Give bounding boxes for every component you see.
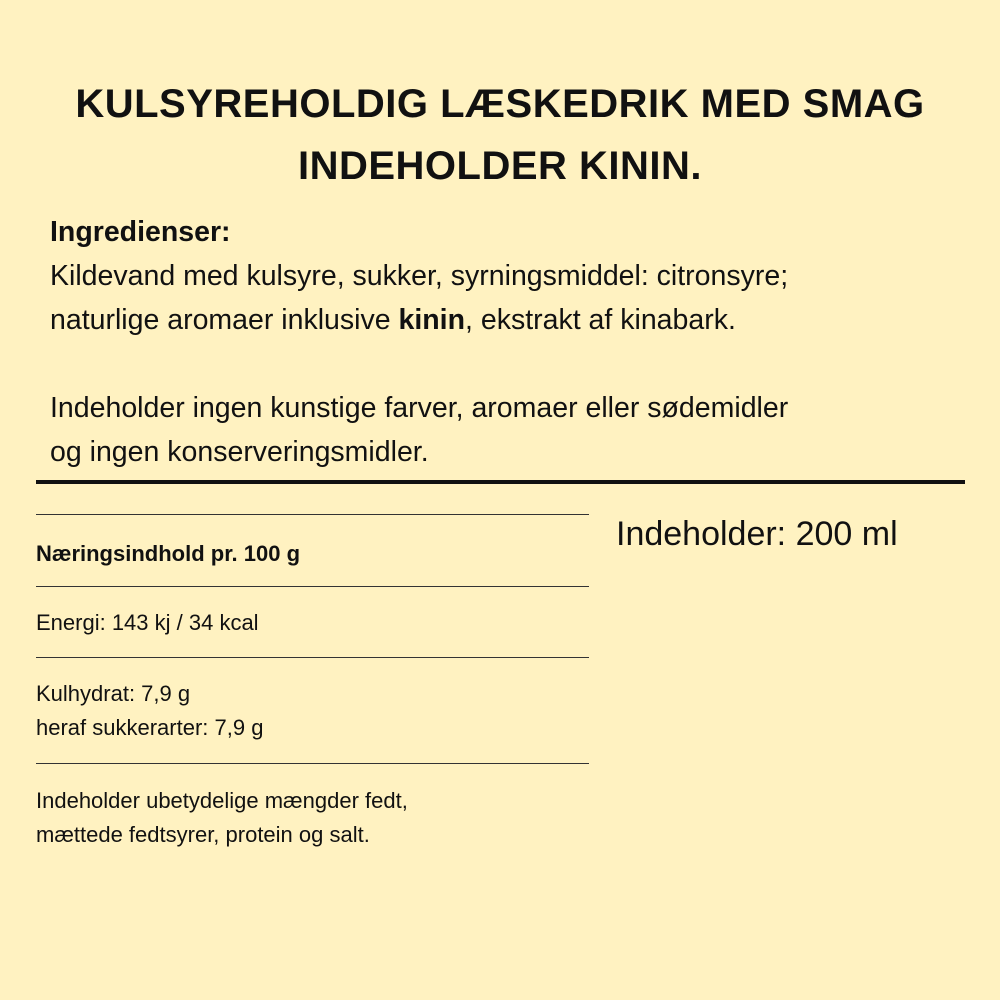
- nutrition-heading: Næringsindhold pr. 100 g: [36, 541, 301, 566]
- nutrition-note-line-1: Indeholder ubetydelige mængder fedt,: [36, 788, 408, 813]
- ingredients-note-line-1: Indeholder ingen kunstige farver, aromaer eller sødemidler: [50, 392, 789, 424]
- ingredients-line-2: [50, 298, 970, 342]
- ingredients-spacer: [50, 342, 970, 386]
- ingredients-highlight-kinin: kinin: [398, 304, 466, 336]
- nutrition-table: [36, 514, 589, 852]
- ingredients-section: [50, 210, 970, 474]
- ingredients-line-2-end: , ekstrakt af kinabark.: [465, 304, 736, 336]
- ingredients-line-2-start: naturlige aromaer inklusive: [50, 304, 399, 336]
- ingredients-note-line-2: og ingen konserveringsmidler.: [50, 436, 429, 468]
- nutrition-carbohydrate: Kulhydrat: 7,9 g: [36, 681, 191, 706]
- title-line-2: INDEHOLDER KININ.: [297, 144, 703, 188]
- nutrition-note-line-2: mættede fedtsyrer, protein og salt.: [36, 822, 370, 847]
- ingredients-heading: Ingredienser:: [50, 216, 231, 248]
- nutrition-energy: Energi: 143 kj / 34 kcal: [36, 610, 259, 635]
- section-divider: [36, 480, 965, 484]
- nutrition-carbohydrate-block: [36, 658, 589, 763]
- ingredients-line-1: Kildevand med kulsyre, sukker, syrningsmiddel: citronsyre;: [50, 260, 789, 292]
- nutrition-sugars: heraf sukkerarter: 7,9 g: [36, 715, 264, 740]
- title-line-1: KULSYREHOLDIG LÆSKEDRIK MED SMAG: [75, 82, 925, 126]
- nutrition-note: [36, 764, 589, 852]
- net-contents: Indeholder: 200 ml: [616, 515, 898, 553]
